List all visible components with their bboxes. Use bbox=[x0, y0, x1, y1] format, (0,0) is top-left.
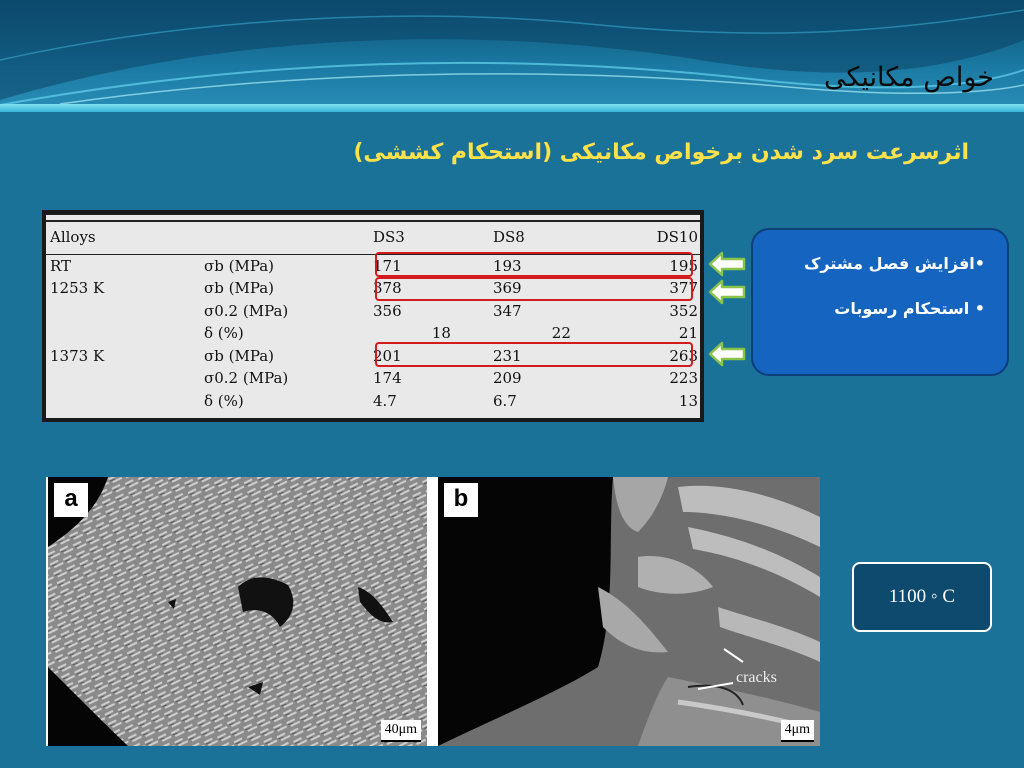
info-box bbox=[751, 228, 1009, 376]
table-cell: 377 bbox=[669, 279, 698, 297]
micrograph-b-image bbox=[438, 477, 820, 746]
table-cell bbox=[46, 390, 202, 413]
table-cell: 6.7 bbox=[492, 391, 517, 410]
table-cell: σb (MPa) bbox=[204, 279, 275, 297]
table-cell: 201 bbox=[373, 346, 402, 365]
table-cell: 171 bbox=[373, 256, 402, 275]
table-cell: 347 bbox=[492, 301, 522, 320]
table-cell: 231 bbox=[492, 346, 522, 365]
scale-bar: 40μm bbox=[381, 720, 421, 742]
panel-label: b bbox=[444, 483, 478, 517]
table-cell: 1373 K bbox=[50, 346, 105, 365]
table-cell: 195 bbox=[669, 256, 698, 275]
table-cell: 21 bbox=[678, 324, 698, 342]
micrograph-panel-a bbox=[48, 477, 427, 746]
temperature-box: 1100 ◦ C bbox=[852, 562, 992, 632]
panel-label: a bbox=[54, 483, 88, 517]
table-cell: 378 bbox=[373, 279, 402, 297]
tensile-properties-table bbox=[42, 210, 704, 422]
table-cell: σb (MPa) bbox=[204, 346, 275, 365]
info-item: • استحکام رسوبات bbox=[834, 299, 985, 318]
table-cell: 193 bbox=[492, 256, 522, 275]
table-cell: δ (%) bbox=[204, 391, 244, 410]
left-arrow-icon bbox=[708, 251, 746, 277]
table-cell: 369 bbox=[492, 279, 522, 297]
header-cell: DS8 bbox=[491, 215, 611, 255]
table-cell: 22 bbox=[551, 324, 571, 342]
highlight-box-1373k bbox=[375, 342, 693, 367]
table-cell: 4.7 bbox=[373, 391, 397, 410]
cracks-annotation: cracks bbox=[736, 669, 777, 686]
table-cell: 352 bbox=[669, 301, 698, 320]
info-item: •افزایش فصل مشترک bbox=[804, 254, 985, 273]
table-row bbox=[46, 390, 700, 413]
highlight-box-rt bbox=[375, 252, 693, 277]
slide-header bbox=[0, 0, 1024, 112]
table-cell: 174 bbox=[373, 369, 402, 387]
micrograph-a-image bbox=[48, 477, 427, 746]
table-cell: σ0.2 (MPa) bbox=[204, 301, 289, 320]
table-cell: 209 bbox=[492, 369, 522, 387]
highlight-box-1253k bbox=[375, 277, 693, 301]
table-row bbox=[46, 367, 700, 390]
header-cell: Alloys bbox=[46, 215, 202, 255]
micrograph-panel-b bbox=[438, 477, 820, 746]
scale-bar: 4μm bbox=[781, 720, 814, 742]
micrograph-figure bbox=[46, 477, 820, 746]
table-cell: 263 bbox=[669, 346, 698, 365]
table-cell: σ0.2 (MPa) bbox=[204, 369, 289, 387]
table-cell: 18 bbox=[431, 324, 451, 342]
header-underline bbox=[0, 104, 1024, 112]
table-cell: 356 bbox=[373, 301, 402, 320]
table-row bbox=[46, 300, 700, 323]
header-cell: DS3 bbox=[371, 215, 491, 255]
table-cell bbox=[46, 367, 202, 390]
table-cell: δ (%) bbox=[204, 324, 244, 342]
left-arrow-icon bbox=[708, 341, 746, 367]
table-cell: 223 bbox=[669, 369, 698, 387]
slide-title: خواص مکانیکی bbox=[823, 62, 994, 93]
table-cell bbox=[46, 300, 202, 323]
header-cell: DS10 bbox=[611, 215, 700, 255]
table-top-rule bbox=[46, 220, 700, 222]
table-cell bbox=[46, 322, 202, 345]
slide-subtitle: اثرسرعت سرد شدن برخواص مکانیکی (استحکام کششی) bbox=[353, 140, 969, 165]
table-cell: 1253 K bbox=[50, 279, 105, 297]
table-cell: RT bbox=[50, 256, 72, 275]
table-body bbox=[46, 214, 700, 418]
table-cell: σb (MPa) bbox=[204, 256, 275, 275]
left-arrow-icon bbox=[708, 279, 746, 305]
table-cell: 13 bbox=[678, 391, 698, 410]
header-wave-decoration bbox=[0, 0, 1024, 112]
